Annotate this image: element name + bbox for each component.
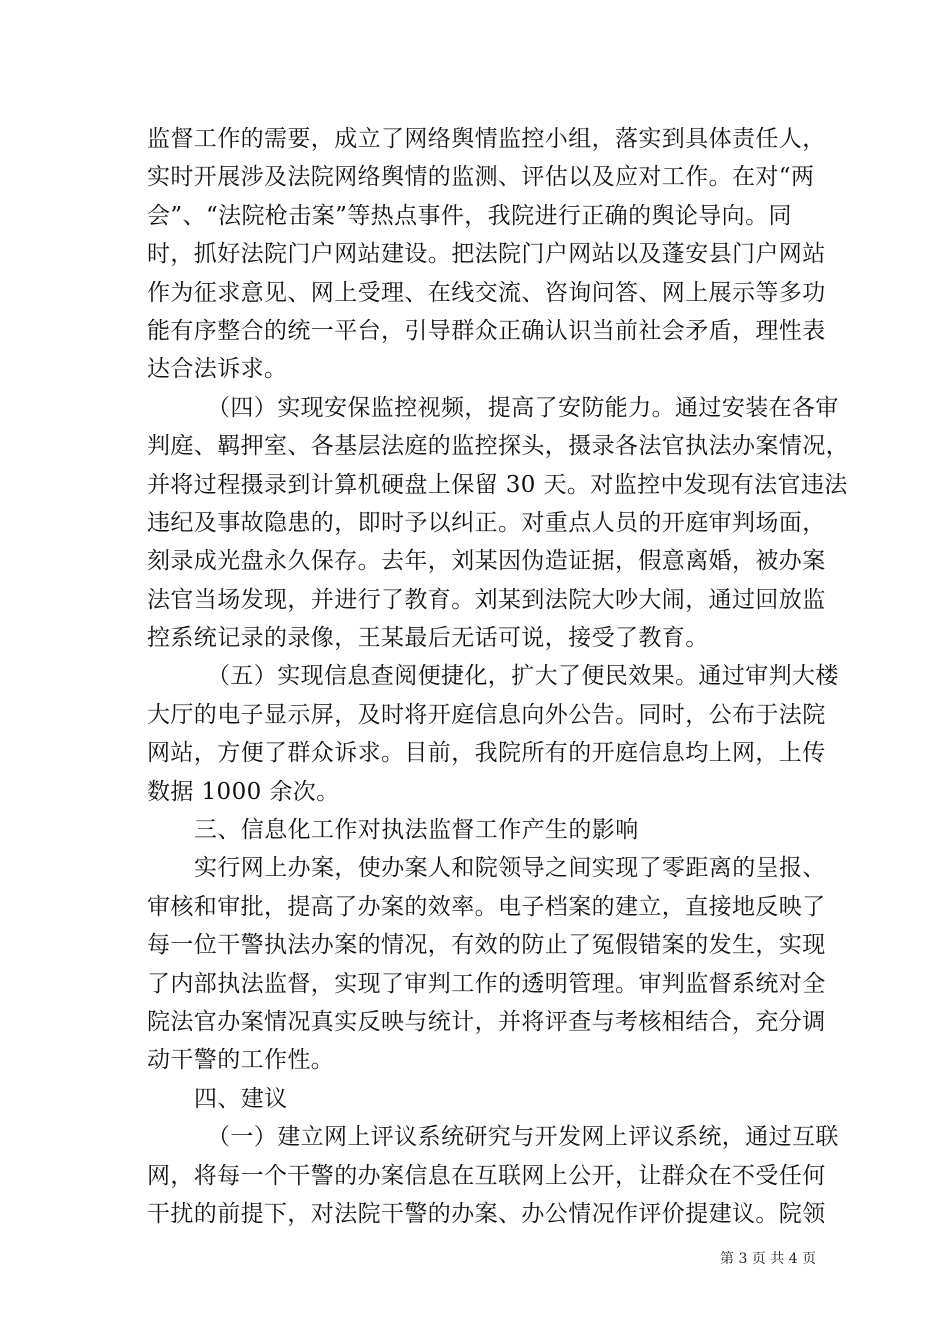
paragraph-line: 审核和审批，提高了办案的效率。电子档案的建立，直接地反映了 xyxy=(147,893,826,920)
paragraph-line: 监督工作的需要，成立了网络舆情监控小组，落实到具体责任人， xyxy=(147,126,826,152)
paragraph-line: 并将过程摄录到计算机硬盘上保留 30 天。对监控中发现有法官违法 xyxy=(147,471,848,498)
paragraph-line: 达合法诉求。 xyxy=(147,356,288,383)
paragraph-line: 法官当场发现，并进行了教育。刘某到法院大吵大闹，通过回放监 xyxy=(147,586,826,613)
paragraph-line: 违纪及事故隐患的，即时予以纠正。对重点人员的开庭审判场面， xyxy=(147,509,826,536)
paragraph-line: 大厅的电子显示屏，及时将开庭信息向外公告。同时，公布于法院 xyxy=(147,701,826,728)
paragraph-line: 每一位干警执法办案的情况，有效的防止了冤假错案的发生，实现 xyxy=(147,932,826,959)
paragraph-line: 会”、“法院枪击案”等热点事件，我院进行正确的舆论导向。同 xyxy=(147,202,792,229)
paragraph-line: 院法官办案情况真实反映与统计，并将评查与考核相结合，充分调 xyxy=(147,1008,826,1035)
paragraph-line: 干扰的前提下，对法院干警的办案、办公情况作评价提建议。院领 xyxy=(147,1200,826,1227)
page-number-footer: 第 3 页 共 4 页 xyxy=(720,1251,817,1267)
section-heading: 四、建议 xyxy=(194,1085,288,1112)
document-body xyxy=(147,120,849,1233)
paragraph-line: 时，抓好法院门户网站建设。把法院门户网站以及蓬安县门户网站 xyxy=(147,241,826,268)
paragraph-line: （五）实现信息查阅便捷化，扩大了便民效果。通过审判大楼 xyxy=(207,663,839,690)
paragraph-line: 网，将每一个干警的办案信息在互联网上公开，让群众在不受任何 xyxy=(147,1162,826,1189)
paragraph-line: 数据 1000 余次。 xyxy=(147,778,340,805)
paragraph-line: 实行网上办案，使办案人和院领导之间实现了零距离的呈报、 xyxy=(194,855,826,882)
paragraph-line: 刻录成光盘永久保存。去年，刘某因伪造证据，假意离婚，被办案 xyxy=(147,548,826,575)
paragraph-line: （一）建立网上评议系统研究与开发网上评议系统，通过互联 xyxy=(207,1124,839,1151)
paragraph-line: 实时开展涉及法院网络舆情的监测、评估以及应对工作。在对“两 xyxy=(147,164,815,191)
paragraph-line: 能有序整合的统一平台，引导群众正确认识当前社会矛盾，理性表 xyxy=(147,317,826,344)
paragraph-line: 判庭、羁押室、各基层法庭的监控探头，摄录各法官执法办案情况， xyxy=(147,433,849,460)
paragraph-line: 动干警的工作性。 xyxy=(147,1047,335,1074)
paragraph-line: （四）实现安保监控视频，提高了安防能力。通过安装在各审 xyxy=(207,394,839,421)
paragraph-line: 了内部执法监督，实现了审判工作的透明管理。审判监督系统对全 xyxy=(147,970,826,997)
paragraph-line: 作为征求意见、网上受理、在线交流、咨询问答、网上展示等多功 xyxy=(147,279,826,306)
paragraph-line: 控系统记录的录像，王某最后无话可说，接受了教育。 xyxy=(147,625,709,652)
section-heading: 三、信息化工作对执法监督工作产生的影响 xyxy=(194,817,639,844)
paragraph-line: 网站，方便了群众诉求。目前，我院所有的开庭信息均上网，上传 xyxy=(147,740,826,767)
